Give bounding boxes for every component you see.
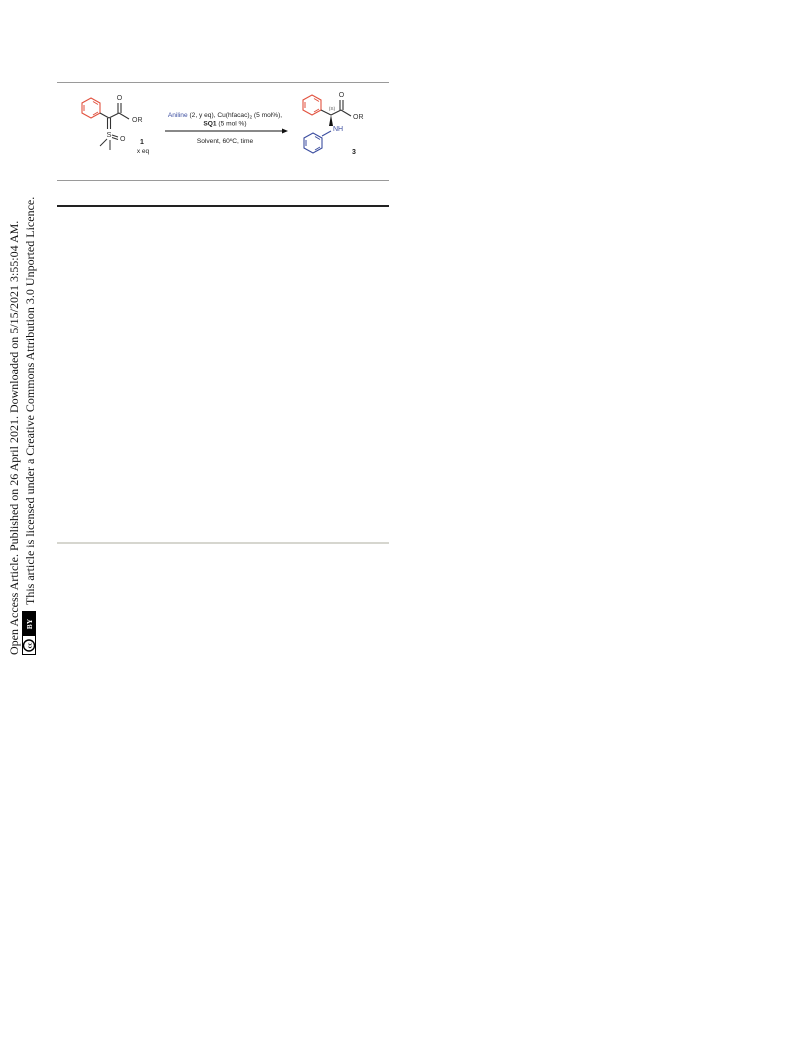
reaction-conditions (165, 112, 288, 145)
by-label: BY (25, 618, 35, 630)
watermark-line-1-text: Open Access Article. Published on 26 April 2021. Downloaded on 5/15/2021 3:55:04 AM. (7, 220, 21, 655)
reactant-sulfoxide-o: O (120, 136, 126, 143)
reactant-number: 1 (140, 139, 144, 146)
watermark-line-2 (22, 195, 40, 655)
product-structure (303, 92, 364, 156)
cc-by-badge-icon[interactable] (22, 611, 40, 655)
product-aniline-ring (304, 133, 322, 153)
cc-label: cc (26, 642, 34, 649)
reaction-arrow-head-icon (282, 129, 288, 134)
product-carbonyl-o: O (338, 92, 345, 99)
reagents-line-1 (168, 112, 282, 120)
reactant-structure (82, 95, 150, 155)
product-wedge-bond (329, 115, 333, 126)
reagent-catalyst-load: (5 mol %) (216, 120, 247, 128)
watermark-line-1 (6, 195, 22, 655)
reactant-carbonyl-o: O (116, 95, 123, 102)
reactant-phenyl-ring (82, 98, 100, 118)
reaction-scheme (57, 86, 389, 176)
reagent-rest-2: (5 mol%), (252, 112, 283, 119)
product-number: 3 (352, 149, 356, 156)
watermark-line-2-text: This article is licensed under a Creative Commons Attribution 3.0 Unported Licence. (23, 196, 37, 605)
reagents-line-2 (203, 121, 246, 128)
reagent-subscript: 2 (249, 114, 253, 120)
reagent-aniline: Aniline (167, 112, 188, 119)
reactant-equivalents: x eq (136, 148, 150, 155)
reagent-rest-1: (2, y eq), Cu(hfacac) (187, 112, 250, 119)
reaction-scheme-svg (57, 86, 389, 176)
reactant-sulfur: S (106, 130, 112, 139)
table-column-rule (57, 205, 389, 207)
table-header-rule (57, 180, 389, 181)
reagent-catalyst: SQ1 (203, 120, 217, 128)
product-or-label: OR (353, 114, 364, 121)
reaction-conditions-text: Solvent, 60ºC, time (196, 138, 254, 145)
license-watermark (6, 195, 46, 655)
product-phenyl-ring (303, 95, 321, 115)
product-stereo-label: (S) (328, 107, 336, 112)
table-bottom-rule (57, 542, 389, 544)
reactant-or-label: OR (132, 117, 143, 124)
table-top-rule (57, 82, 389, 83)
product-nh-label: NH (333, 126, 344, 133)
